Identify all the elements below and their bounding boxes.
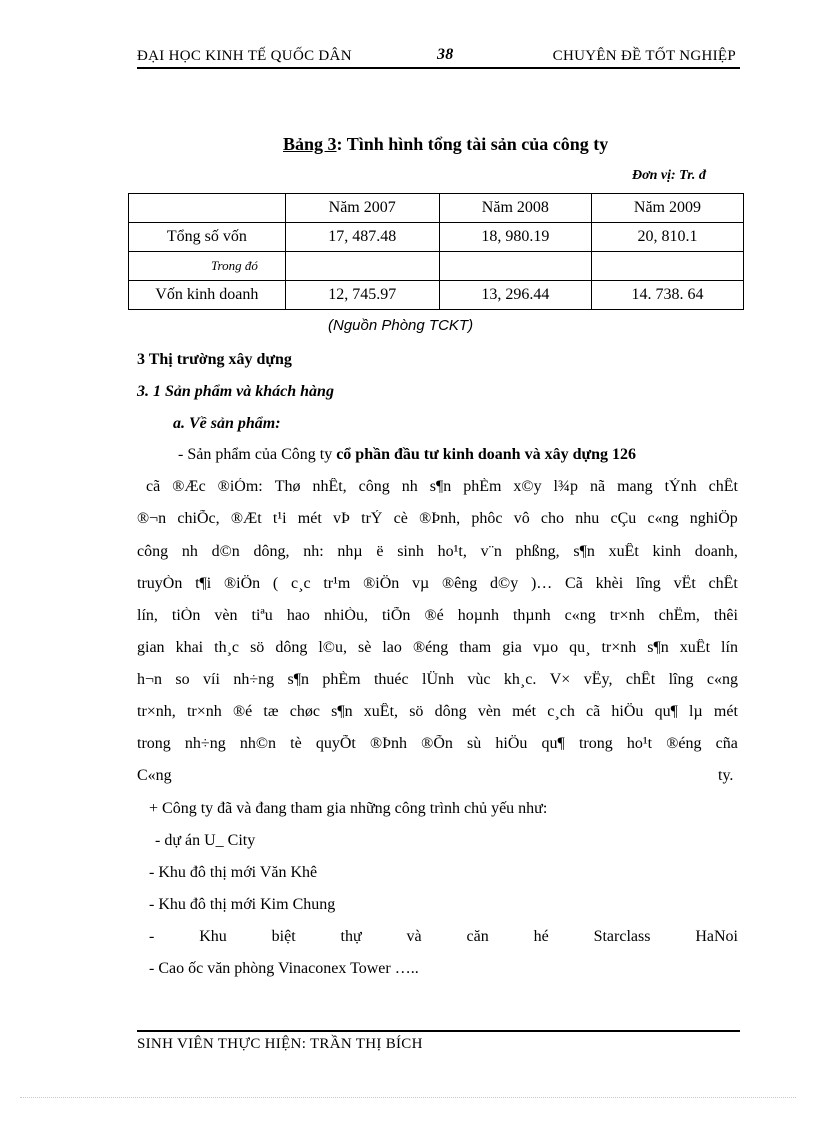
paragraph-word: doanh, [694, 543, 738, 560]
paragraph-word: l©u, [318, 639, 347, 656]
paragraph-word: víi [203, 671, 220, 688]
header-thesis-title: CHUYÊN ĐỀ TỐT NGHIỆP [552, 48, 736, 64]
paragraph-word: xuÊt, [363, 703, 399, 720]
paragraph-word: ®Õn [421, 735, 453, 752]
table-row [129, 252, 744, 281]
paragraph-word: tiÒn [171, 607, 201, 624]
assets-table [128, 193, 744, 310]
table-cell: Tổng số vốn [129, 223, 286, 252]
paragraph-word: chiÕc, [177, 510, 220, 527]
paragraph-word: vèn [214, 607, 238, 624]
spread-word: biệt [271, 928, 296, 945]
page-footer: SINH VIÊN THỰC HIỆN: TRẦN THỊ BÍCH [137, 1036, 423, 1052]
paragraph-word: phÈm [463, 478, 502, 495]
paragraph-word: hoµnh [457, 607, 499, 624]
header-university: ĐẠI HỌC KINH TẾ QUỐC DÂN [137, 48, 352, 64]
table-cell [439, 252, 591, 281]
paragraph-word: c¸ch [547, 703, 575, 720]
table-cell: 18, 980.19 [439, 223, 591, 252]
table-header-row [129, 194, 744, 223]
paragraph-word: vµ [412, 575, 430, 592]
spread-word: và [406, 928, 422, 945]
paragraph-word: vèn [477, 703, 501, 720]
table-source: (Nguồn Phòng TCKT) [328, 317, 474, 334]
list-item-spread [149, 928, 738, 946]
paragraph-word: l¾p [553, 478, 578, 495]
paragraph-word: vËy, [583, 671, 613, 688]
table-cell: 12, 745.97 [285, 281, 439, 310]
paragraph-line [137, 543, 738, 561]
paragraph-word: tiªu [251, 607, 273, 624]
paragraph-line [146, 478, 738, 496]
spread-word: thự [340, 928, 362, 945]
paragraph-word: tr×nh [186, 703, 222, 720]
paragraph-word: lîng [635, 575, 661, 592]
spread-word: - [149, 928, 155, 945]
table-header-cell: Năm 2009 [591, 194, 743, 223]
list-item: - Khu đô thị mới Kim Chung [149, 896, 336, 913]
paragraph-word: khèi [595, 575, 624, 592]
table-cell: 13, 296.44 [439, 281, 591, 310]
paragraph-word: t¹i [272, 510, 287, 527]
paragraph-word: ®iÓm: [217, 478, 263, 495]
table-row [129, 281, 744, 310]
table-cell: Vốn kinh doanh [129, 281, 286, 310]
paragraph-line [137, 671, 738, 689]
paragraph-word: xuÊt [608, 543, 639, 560]
paragraph-word: hiÖu [495, 735, 528, 752]
paragraph-word: tr×nh [601, 639, 637, 656]
paragraph-word: h¬n [137, 671, 163, 688]
paragraph-word: mét [512, 703, 537, 720]
paragraph-word: c«ng [564, 607, 596, 624]
spread-word: hé [533, 928, 549, 945]
paragraph-line [137, 607, 738, 625]
table-title [283, 134, 608, 155]
paragraph-word: d©y [490, 575, 519, 592]
paragraph-word: ®Æt [230, 510, 262, 527]
paragraph-word: mét [297, 510, 322, 527]
paragraph-word: so [175, 671, 190, 688]
paragraph-word: nghiÖp [689, 510, 738, 527]
item-heading: a. Về sản phẩm: [173, 415, 281, 432]
paragraph-line [137, 639, 738, 657]
paragraph-word: nh÷ng [233, 671, 275, 688]
page-number: 38 [437, 46, 454, 63]
projects-intro: + Công ty đã và đang tham gia những công trình chủ yếu như: [149, 800, 548, 817]
table-cell [285, 252, 439, 281]
page-header [137, 48, 740, 68]
paragraph-word: cña [715, 735, 738, 752]
intro-company: cổ phần đầu tư kinh doanh và xây dựng 126 [336, 446, 636, 463]
paragraph-word: lîng [668, 671, 694, 688]
paragraph-word: qu¶ [541, 735, 565, 752]
paragraph-word: mang [617, 478, 653, 495]
paragraph-word: ®éng [666, 735, 702, 752]
paragraph-word: dông [275, 639, 308, 656]
paragraph-word: thµnh [512, 607, 551, 624]
table-header-cell: Năm 2007 [285, 194, 439, 223]
paragraph-word: Thø [274, 478, 301, 495]
paragraph-word: chøc [289, 703, 320, 720]
paragraph-word: vô [513, 510, 530, 527]
paragraph-word: ®êng [442, 575, 478, 592]
paragraph-word: thêi [713, 607, 738, 624]
paragraph-word: V× [549, 671, 571, 688]
paragraph-word: tiÕn [381, 607, 411, 624]
paragraph-word: lín [721, 639, 738, 656]
paragraph-word: cã [146, 478, 161, 495]
paragraph-word: s¶n [647, 639, 669, 656]
header-rule [137, 67, 740, 69]
paragraph-word: s¶n [573, 543, 595, 560]
paragraph-word: ®iÖn [224, 575, 261, 592]
paragraph-word: nh÷ng [184, 735, 226, 752]
paragraph-word: tr¹m [323, 575, 351, 592]
paragraph-word: )… [530, 575, 553, 592]
paragraph-word: c«ng [647, 510, 679, 527]
table-title-text: : Tình hình tổng tài sản của công ty [336, 134, 609, 154]
paragraph-word: tæ [263, 703, 279, 720]
paragraph-word: lín, [137, 607, 158, 624]
paragraph-word: sè [358, 639, 372, 656]
paragraph-word: Cã [565, 575, 583, 592]
paragraph-word: cã [586, 703, 601, 720]
paragraph-word: kinh [652, 543, 681, 560]
paragraph-word: ®é [232, 703, 253, 720]
spread-word: Khu [199, 928, 227, 945]
paragraph-word: ( [272, 575, 279, 592]
paragraph-word: mét [713, 703, 738, 720]
paragraph-word: tÝnh [664, 478, 697, 495]
paragraph-word: vËt [673, 575, 696, 592]
paragraph-word: nh: [303, 543, 324, 560]
paragraph-word: lµ [689, 703, 703, 720]
paragraph-word: sinh [397, 543, 424, 560]
intro-line [178, 446, 738, 464]
spread-word: HaNoi [695, 928, 738, 945]
table-header-cell: Năm 2008 [439, 194, 591, 223]
paragraph-word: phÈm [322, 671, 361, 688]
paragraph-word: trÝ [361, 510, 383, 527]
list-item: - dự án U_ City [155, 832, 256, 849]
paragraph-word: chÊt [708, 478, 738, 495]
paragraph-word: phßng, [515, 543, 560, 560]
paragraph-word: c«ng [706, 671, 738, 688]
paragraph-word: trong [578, 735, 613, 752]
table-cell: 14. 738. 64 [591, 281, 743, 310]
paragraph-word: v¨n [480, 543, 502, 560]
paragraph-word: qu¶ [654, 703, 678, 720]
paragraph-word: lao [382, 639, 402, 656]
footer-rule [137, 1030, 740, 1032]
paragraph-word: nhu [575, 510, 600, 527]
paragraph-word: nh [181, 543, 198, 560]
paragraph-last-left: C«ng [137, 767, 172, 784]
paragraph-word: ®éng [412, 639, 449, 656]
intro-plain: - Sản phẩm của Công ty [178, 446, 337, 463]
paragraph-word: qu¸ [569, 639, 591, 656]
table-unit: Đơn vị: Tr. đ [632, 168, 706, 183]
paragraph-line [137, 510, 738, 528]
paragraph-line [137, 575, 738, 593]
paragraph-word: lÜnh [422, 671, 455, 688]
paragraph-word: ho¹t, [437, 543, 467, 560]
list-item: - Cao ốc văn phòng Vinaconex Tower ….. [149, 960, 419, 977]
paragraph-word: khai [175, 639, 204, 656]
list-item: - Khu đô thị mới Văn Khê [149, 864, 318, 881]
paragraph-word: dông [434, 703, 467, 720]
paragraph-word: gia [502, 639, 522, 656]
paragraph-word: nh [401, 478, 418, 495]
paragraph-word: truyÒn [137, 575, 183, 592]
paragraph-word: sö [409, 703, 424, 720]
paragraph-word: cÇu [610, 510, 637, 527]
table-cell: 20, 810.1 [591, 223, 743, 252]
paragraph-word: vµo [532, 639, 559, 656]
spread-word: Starclass [593, 928, 651, 945]
paragraph-word: tr×nh [609, 607, 645, 624]
paragraph-word: công [137, 543, 169, 560]
section-heading: 3 Thị trường xây dựng [137, 351, 292, 368]
paragraph-word: ho¹t [626, 735, 653, 752]
paragraph-word: chËm, [658, 607, 700, 624]
table-header-cell [129, 194, 286, 223]
paragraph-word: ®iÖn [363, 575, 400, 592]
spread-word: căn [466, 928, 489, 945]
paragraph-word: nh©n [239, 735, 276, 752]
paragraph-word: vùc [467, 671, 491, 688]
table-cell [591, 252, 743, 281]
paragraph-word: ®Þnh [369, 735, 408, 752]
paragraph-word: vÞ [333, 510, 350, 527]
paragraph-word: gian [137, 639, 165, 656]
paragraph-word: ®Þnh, [419, 510, 461, 527]
paragraph-word: phôc [471, 510, 503, 527]
paragraph-word: chÊt [625, 671, 656, 688]
paragraph-line [137, 735, 738, 753]
paragraph-word: x©y [513, 478, 542, 495]
paragraph-word: nã [589, 478, 606, 495]
paragraph-word: công [358, 478, 390, 495]
paragraph-word: kh¸c. [503, 671, 537, 688]
paragraph-word: s¶n [287, 671, 309, 688]
paragraph-word: nhiÒu, [323, 607, 368, 624]
paragraph-word: t¶i [195, 575, 212, 592]
paragraph-word: th¸c [214, 639, 240, 656]
paragraph-word: dông, [253, 543, 290, 560]
paragraph-word: nhÊt, [312, 478, 347, 495]
paragraph-word: xuÊt [679, 639, 711, 656]
paragraph-line [137, 703, 738, 721]
paragraph-word: ®¬n [137, 510, 167, 527]
paragraph-word: ®é [424, 607, 444, 624]
paragraph-word: nhµ [337, 543, 363, 560]
paragraph-word: hiÖu [611, 703, 644, 720]
paragraph-word: s¶n [429, 478, 452, 495]
paragraph-word: c¸c [291, 575, 311, 592]
paragraph-word: tham [459, 639, 492, 656]
paragraph-word: s¶n [331, 703, 353, 720]
paragraph-word: d©n [211, 543, 240, 560]
paragraph-word: hao [286, 607, 310, 624]
table-title-label: Bảng 3 [283, 134, 337, 154]
paragraph-last-right: ty. [718, 767, 734, 784]
paragraph-word: sù [467, 735, 482, 752]
paragraph-word: tr×nh, [137, 703, 176, 720]
table-cell: Trong đó [129, 252, 286, 281]
paragraph-word: ®Æc [172, 478, 206, 495]
paragraph-word: sö [250, 639, 265, 656]
paragraph-word: ë [376, 543, 384, 560]
table-cell: 17, 487.48 [285, 223, 439, 252]
paragraph-word: cho [540, 510, 565, 527]
table-row [129, 223, 744, 252]
paragraph-word: thuéc [373, 671, 409, 688]
page-edge-dotted-line [20, 1097, 796, 1099]
paragraph-word: cè [393, 510, 408, 527]
paragraph-word: chÊt [708, 575, 738, 592]
subsection-heading: 3. 1 Sản phẩm và khách hàng [137, 383, 334, 400]
paragraph-word: trong [137, 735, 171, 752]
paragraph-word: tè [290, 735, 302, 752]
paragraph-word: quyÕt [315, 735, 356, 752]
